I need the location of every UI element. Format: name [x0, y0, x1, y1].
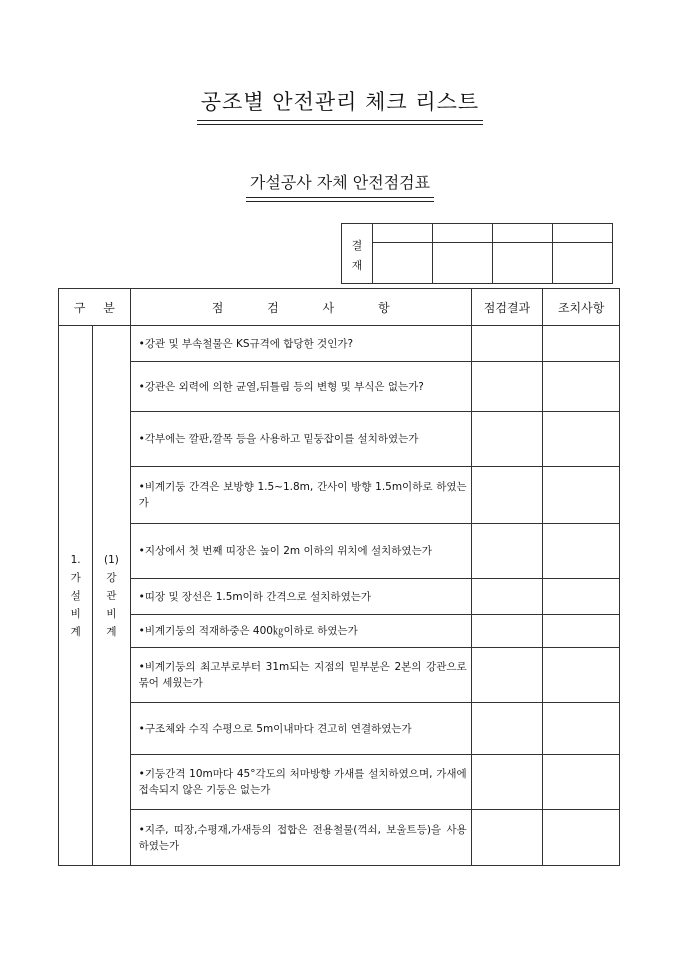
table-row	[59, 703, 620, 755]
check-item: •비계기둥의 최고부로부터 31m되는 지점의 밑부분은 2본의 강관으로 묶어 세웠는가	[130, 648, 471, 703]
result-cell[interactable]	[471, 615, 543, 648]
action-cell[interactable]	[543, 326, 620, 362]
result-cell[interactable]	[471, 755, 543, 810]
approval-title-cell-2[interactable]	[433, 224, 493, 243]
category-main	[59, 326, 93, 866]
check-item: •강관 및 부속철물은 KS규격에 합당한 것인가?	[130, 326, 471, 362]
table-row	[59, 467, 620, 524]
header-action: 조치사항	[543, 289, 620, 326]
result-cell[interactable]	[471, 412, 543, 467]
action-cell[interactable]	[543, 362, 620, 412]
check-item: •구조체와 수직 수평으로 5m이내마다 견고히 연결하였는가	[130, 703, 471, 755]
table-row	[59, 648, 620, 703]
action-cell[interactable]	[543, 703, 620, 755]
result-cell[interactable]	[471, 467, 543, 524]
approval-label-bottom: 재	[351, 258, 363, 272]
result-cell[interactable]	[471, 648, 543, 703]
check-item: •지상에서 첫 번째 띠장은 높이 2m 이하의 위치에 설치하였는가	[130, 524, 471, 579]
table-row	[59, 362, 620, 412]
document-subtitle: 가설공사 자체 안전점검표	[246, 170, 434, 198]
check-item: •비계기둥 간격은 보방향 1.5~1.8m, 간사이 방향 1.5m이하로 하였는가	[130, 467, 471, 524]
table-row	[59, 810, 620, 866]
category-main-label: 1. 가 설 비 계	[70, 553, 81, 638]
header-category: 구 분	[59, 289, 131, 326]
table-row	[59, 326, 620, 362]
table-row	[59, 615, 620, 648]
document-title: 공조별 안전관리 체크 리스트	[197, 86, 483, 121]
result-cell[interactable]	[471, 810, 543, 866]
table-row	[59, 524, 620, 579]
category-sub-label: (1) 강 관 비 계	[104, 553, 119, 638]
approval-sign-cell-4[interactable]	[553, 243, 613, 284]
action-cell[interactable]	[543, 755, 620, 810]
check-item: •각부에는 깔판,깔목 등을 사용하고 밑둥잡이를 설치하였는가	[130, 412, 471, 467]
result-cell[interactable]	[471, 579, 543, 615]
approval-box	[341, 223, 613, 284]
header-items: 점 검 사 항	[130, 289, 471, 326]
header-result: 점검결과	[471, 289, 543, 326]
result-cell[interactable]	[471, 326, 543, 362]
approval-title-cell-1[interactable]	[373, 224, 433, 243]
action-cell[interactable]	[543, 810, 620, 866]
document-title-wrap	[0, 86, 680, 121]
approval-sign-cell-3[interactable]	[493, 243, 553, 284]
check-item: •비계기둥의 적재하중은 400㎏이하로 하였는가	[130, 615, 471, 648]
action-cell[interactable]	[543, 412, 620, 467]
category-sub	[93, 326, 130, 866]
check-item: •강관은 외력에 의한 균열,뒤틀림 등의 변형 및 부식은 없는가?	[130, 362, 471, 412]
approval-label-top: 결	[351, 238, 363, 252]
approval-sign-cell-1[interactable]	[373, 243, 433, 284]
action-cell[interactable]	[543, 524, 620, 579]
action-cell[interactable]	[543, 579, 620, 615]
check-item: •지주, 띠장,수평재,가새등의 접합은 전용철물(꺽쇠, 보울트등)을 사용하였는가	[130, 810, 471, 866]
table-row	[59, 755, 620, 810]
action-cell[interactable]	[543, 467, 620, 524]
action-cell[interactable]	[543, 648, 620, 703]
action-cell[interactable]	[543, 615, 620, 648]
document-subtitle-wrap	[0, 170, 680, 198]
result-cell[interactable]	[471, 524, 543, 579]
table-row	[59, 412, 620, 467]
approval-sign-cell-2[interactable]	[433, 243, 493, 284]
approval-title-cell-3[interactable]	[493, 224, 553, 243]
checklist-table	[58, 288, 620, 866]
table-row	[59, 579, 620, 615]
header-row	[59, 289, 620, 326]
approval-label	[342, 224, 373, 284]
approval-title-cell-4[interactable]	[553, 224, 613, 243]
result-cell[interactable]	[471, 362, 543, 412]
check-item: •띠장 및 장선은 1.5m이하 간격으로 설치하였는가	[130, 579, 471, 615]
check-item: •기둥간격 10m마다 45°각도의 처마방향 가새를 설치하였으며, 가새에 접속되지 않은 기둥은 없는가	[130, 755, 471, 810]
result-cell[interactable]	[471, 703, 543, 755]
